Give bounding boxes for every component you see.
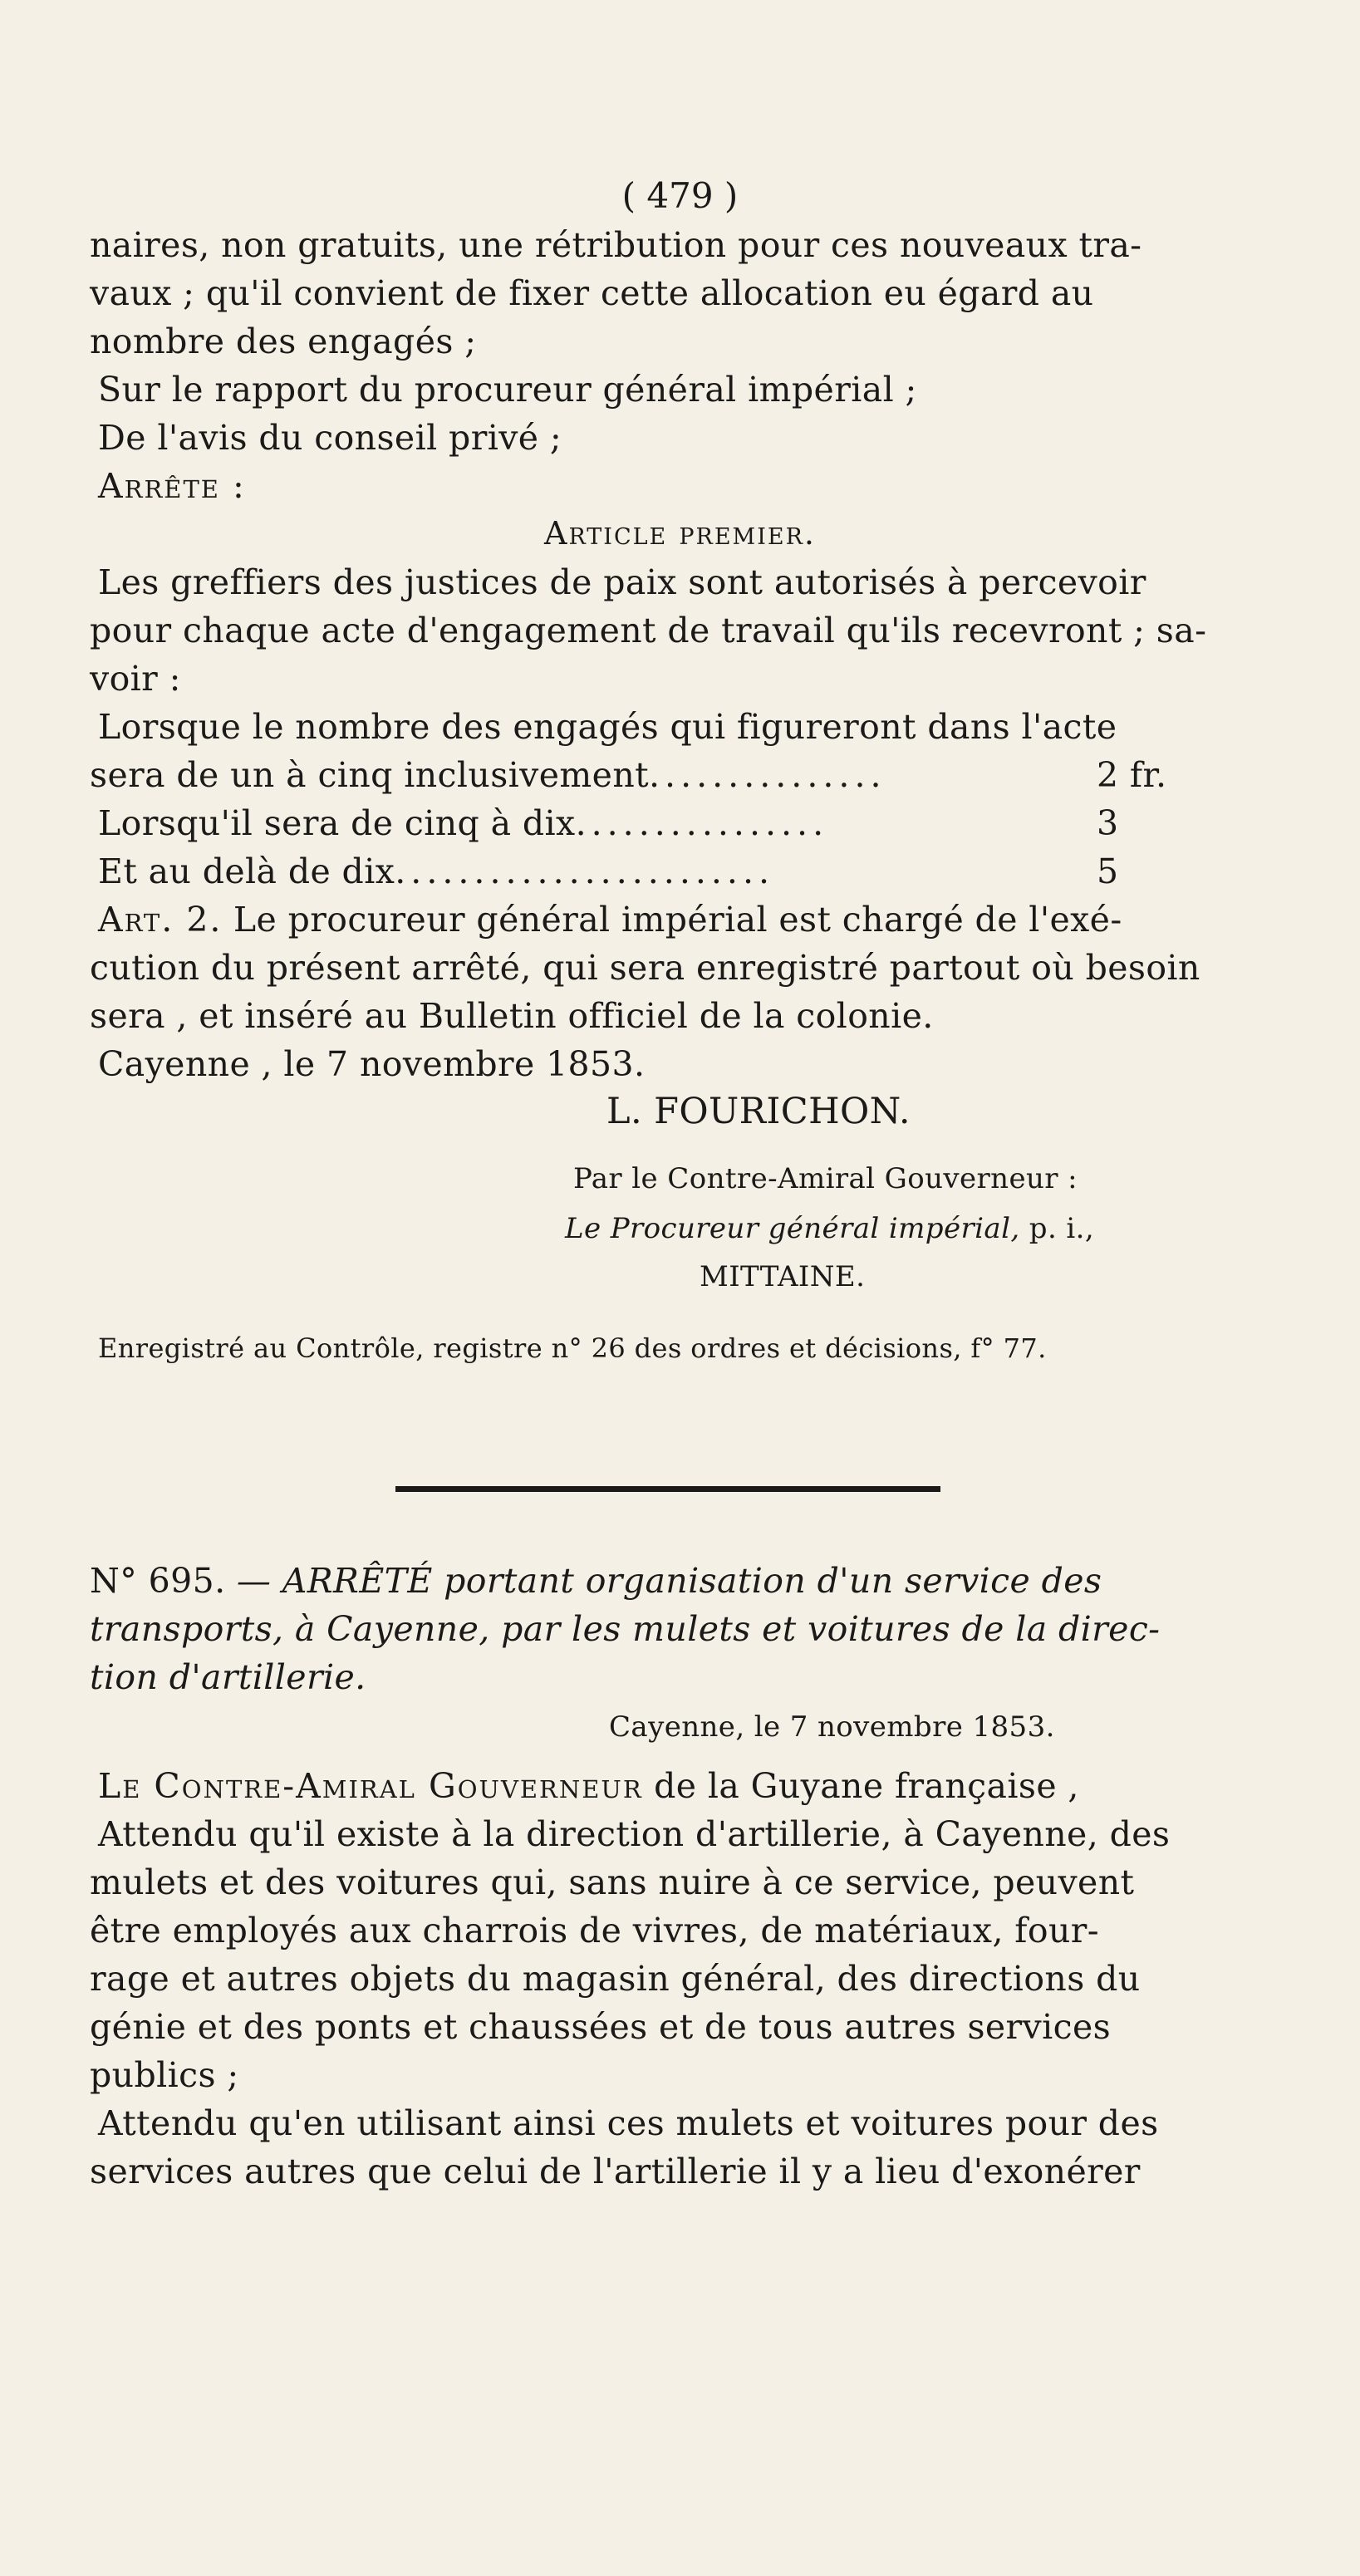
text-line: rage et autres objets du magasin général, des directions du bbox=[90, 1959, 1141, 1999]
countersign-abbrev: p. i., bbox=[1029, 1212, 1095, 1245]
leader-dots: ............... bbox=[649, 755, 886, 795]
text-line: vaux ; qu'il convient de fixer cette allocation eu égard au bbox=[90, 273, 1094, 313]
text-line: cution du présent arrêté, qui sera enregistré partout où besoin bbox=[90, 948, 1200, 988]
tariff-row bbox=[98, 851, 775, 891]
section-divider bbox=[395, 1486, 940, 1492]
leader-dots: ................ bbox=[575, 803, 829, 843]
signature-name: L. FOURICHON. bbox=[606, 1091, 911, 1132]
countersign-title: Le Procureur général impérial, bbox=[565, 1212, 1020, 1245]
decree-number: N° 695. bbox=[90, 1561, 226, 1601]
text-line bbox=[98, 900, 1122, 940]
tariff-row bbox=[98, 803, 829, 843]
text-line: mulets et des voitures qui, sans nuire à ce service, peuvent bbox=[90, 1862, 1135, 1902]
text-line: Les greffiers des justices de paix sont autorisés à percevoir bbox=[98, 562, 1146, 602]
decree-title-line: transports, à Cayenne, par les mulets et voitures de la direc- bbox=[90, 1609, 1161, 1649]
text-line: pour chaque acte d'engagement de travail qu'ils recevront ; sa- bbox=[90, 611, 1207, 650]
article-text: Le procureur général impérial est chargé de l'exé- bbox=[233, 900, 1122, 940]
article-heading: Article premier. bbox=[544, 515, 816, 552]
text-line: services autres que celui de l'artillerie il y a lieu d'exonérer bbox=[90, 2152, 1141, 2191]
tariff-value: 5 bbox=[1097, 851, 1119, 891]
text-line: De l'avis du conseil privé ; bbox=[98, 418, 562, 458]
tariff-value: 3 bbox=[1097, 803, 1119, 843]
tariff-label: Et au delà de dix bbox=[98, 851, 395, 891]
countersign-line: Par le Contre-Amiral Gouverneur : bbox=[573, 1162, 1078, 1195]
countersign-name: MITTAINE. bbox=[700, 1260, 866, 1293]
text-line: Lorsque le nombre des engagés qui figureront dans l'acte bbox=[98, 707, 1117, 747]
text-line: voir : bbox=[90, 659, 181, 699]
page-number: ( 479 ) bbox=[621, 175, 739, 216]
text-line: naires, non gratuits, une rétribution pour ces nouveaux tra- bbox=[90, 225, 1142, 265]
text-line: nombre des engagés ; bbox=[90, 321, 477, 361]
text-line: Attendu qu'il existe à la direction d'artillerie, à Cayenne, des bbox=[98, 1814, 1171, 1854]
text-line: Attendu qu'en utilisant ainsi ces mulets et voitures pour des bbox=[98, 2103, 1159, 2143]
countersign-line bbox=[565, 1214, 1094, 1243]
tariff-value: 2 fr. bbox=[1097, 755, 1167, 795]
tariff-label: sera de un à cinq inclusivement bbox=[90, 755, 650, 795]
date-line: Cayenne , le 7 novembre 1853. bbox=[98, 1044, 646, 1084]
text-line: être employés aux charrois de vivres, de matériaux, four- bbox=[90, 1911, 1100, 1950]
text-line bbox=[98, 1766, 1079, 1806]
decree-title-line bbox=[90, 1561, 1102, 1601]
date-line: Cayenne, le 7 novembre 1853. bbox=[609, 1710, 1055, 1744]
text-line: publics ; bbox=[90, 2055, 239, 2095]
decree-title-line: tion d'artillerie. bbox=[90, 1657, 366, 1697]
issuer-region: de la Guyane française , bbox=[642, 1766, 1079, 1806]
text-line: génie et des ponts et chaussées et de tous autres services bbox=[90, 2007, 1112, 2047]
decree-title: — ARRÊTÉ portant organisation d'un service des bbox=[225, 1561, 1102, 1601]
text-line: Sur le rapport du procureur général impérial ; bbox=[98, 370, 917, 410]
text-line: sera , et inséré au Bulletin officiel de la colonie. bbox=[90, 996, 934, 1036]
registration-note: Enregistré au Contrôle, registre n° 26 des ordres et décisions, f° 77. bbox=[98, 1332, 1047, 1364]
leader-dots: ........................ bbox=[395, 851, 775, 891]
decree-heading: Arrête : bbox=[98, 466, 246, 506]
tariff-row bbox=[90, 755, 886, 795]
issuer-title: Le Contre-Amiral Gouverneur bbox=[98, 1766, 643, 1806]
article-label: Art. 2. bbox=[98, 900, 223, 940]
tariff-label: Lorsqu'il sera de cinq à dix bbox=[98, 803, 576, 843]
